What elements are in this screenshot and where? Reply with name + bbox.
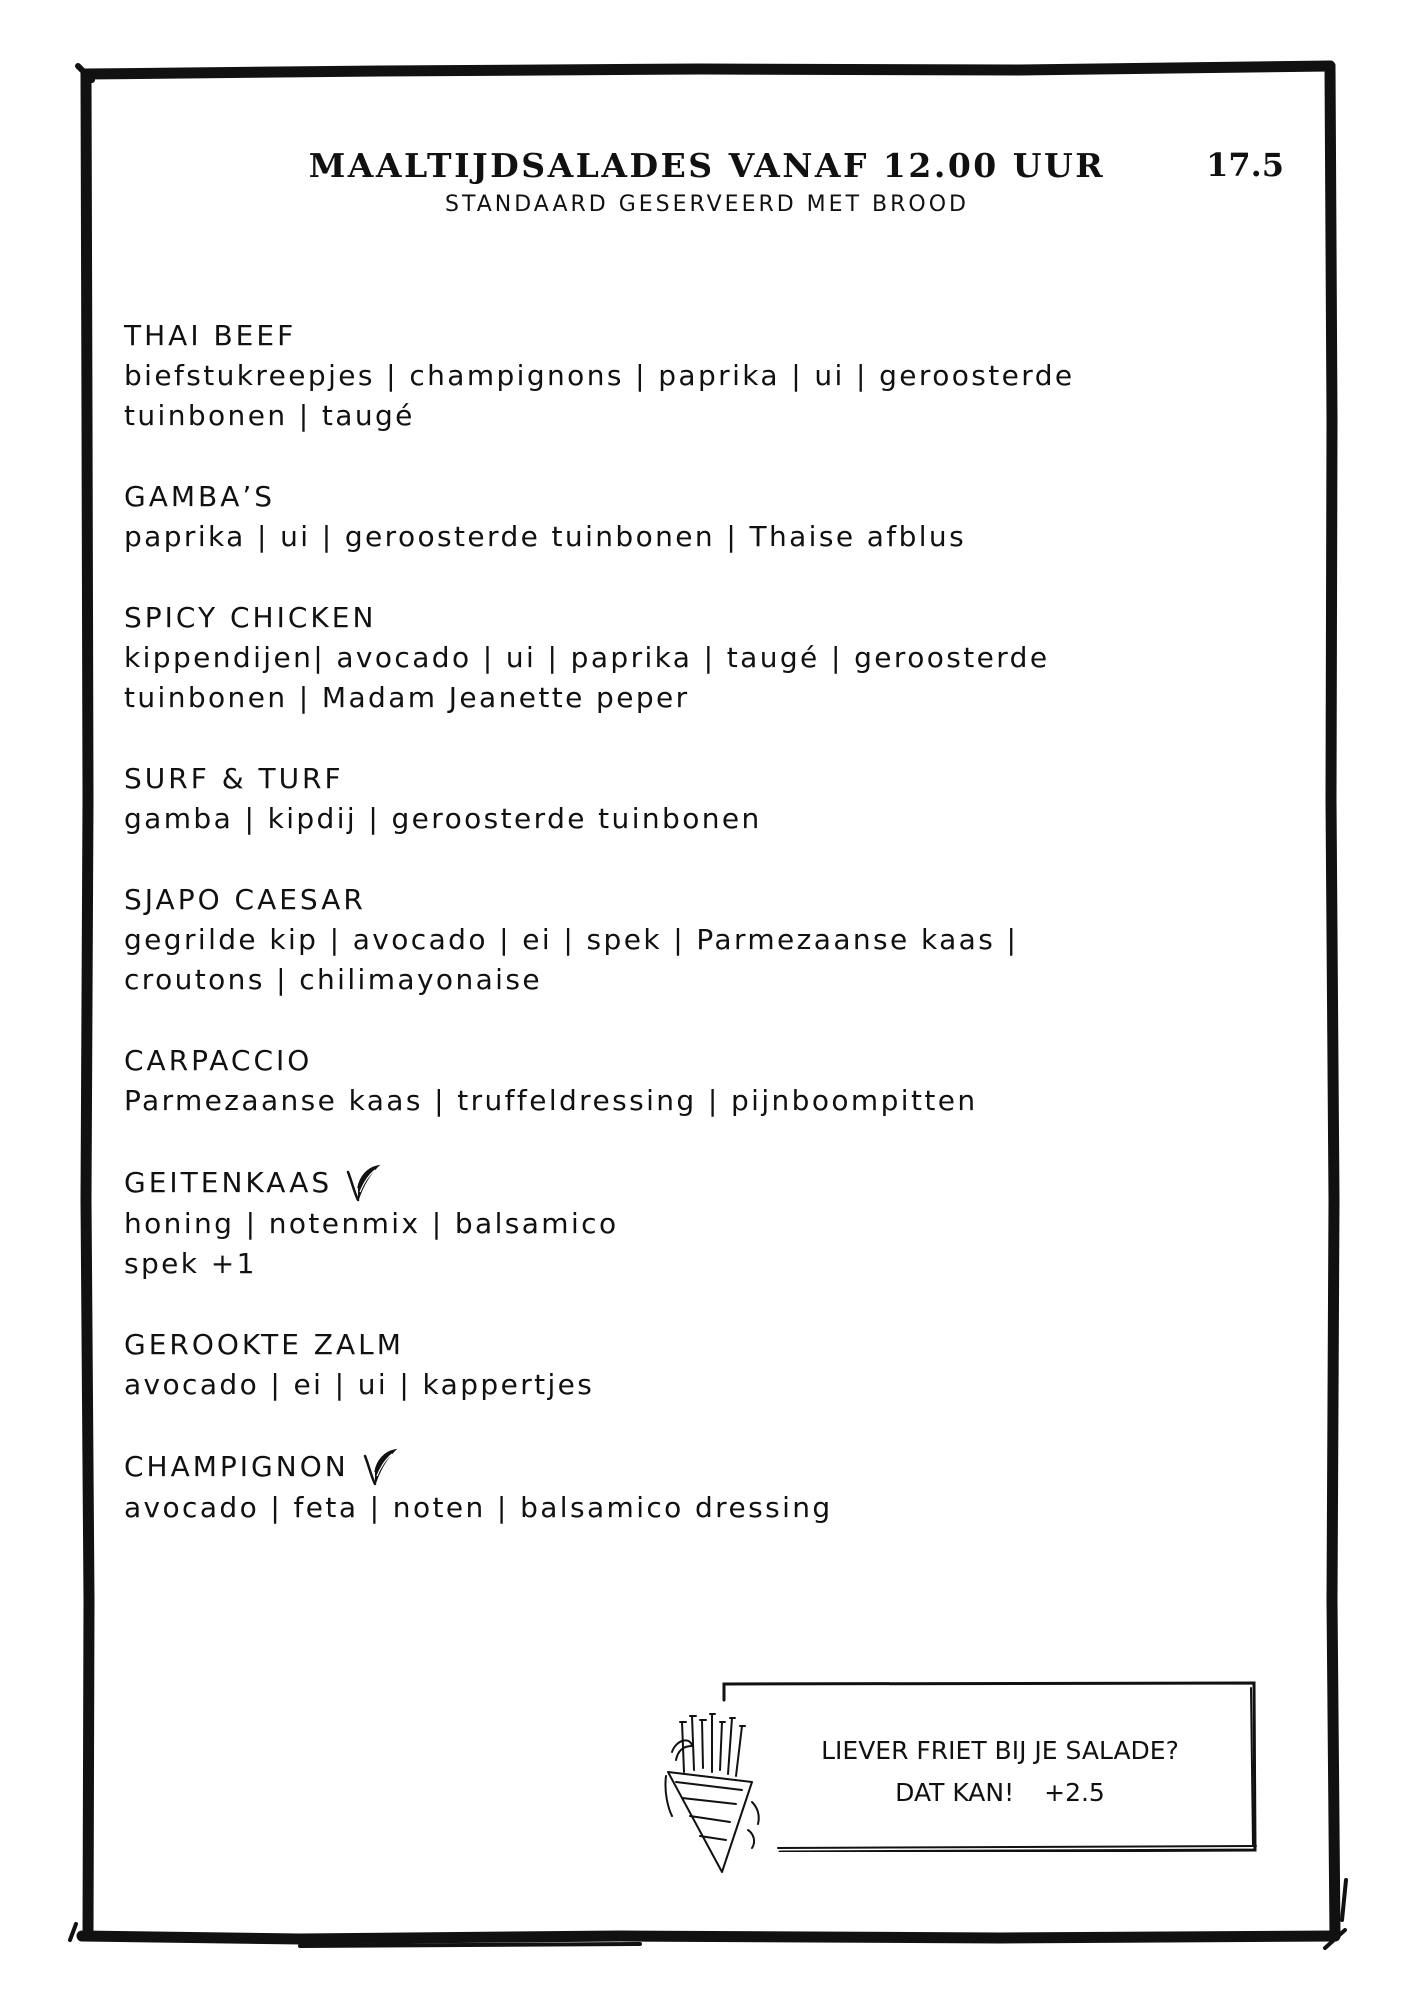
- item-name: THAI BEEF: [124, 319, 297, 352]
- menu-item-carpaccio: [124, 1041, 1224, 1121]
- item-description: [124, 799, 1144, 839]
- item-name: GEITENKAAS: [124, 1166, 333, 1199]
- item-name: GEROOKTE ZALM: [124, 1328, 404, 1361]
- fries-question: LIEVER FRIET BIJ JE SALADE?: [821, 1736, 1179, 1765]
- item-name: CHAMPIGNON: [124, 1450, 349, 1483]
- item-description: [124, 1365, 1144, 1405]
- item-description: [124, 356, 1144, 436]
- item-name-row: [124, 1162, 1224, 1204]
- menu-list: [124, 316, 1224, 1569]
- item-description: [124, 1488, 1144, 1528]
- description-line: honing | notenmix | balsamico: [124, 1207, 619, 1240]
- fries-price: +2.5: [1044, 1778, 1105, 1807]
- page-subtitle: STANDAARD GESERVEERD MET BROOD: [445, 192, 969, 217]
- page-title: MAALTIJDSALADES VANAF 12.00 UUR: [308, 146, 1106, 185]
- description-line: Parmezaanse kaas | truffeldressing | pijnboompitten: [124, 1084, 978, 1117]
- fries-cone-icon: [662, 1712, 772, 1882]
- fries-upsell-text: [780, 1730, 1220, 1814]
- item-description: [124, 920, 1144, 1000]
- description-line: avocado | feta | noten | balsamico dressing: [124, 1491, 833, 1524]
- item-name-row: [124, 1446, 1224, 1488]
- description-line: biefstukreepjes | champignons | paprika | ui | geroosterde: [124, 359, 1075, 392]
- fries-upsell-box: [720, 1680, 1258, 1852]
- description-line: gegrilde kip | avocado | ei | spek | Parmezaanse kaas |: [124, 923, 1019, 956]
- menu-item-surf-turf: [124, 759, 1224, 839]
- item-description: [124, 517, 1144, 557]
- menu-item-sjapo-caesar: [124, 880, 1224, 1000]
- description-line: tuinbonen | taugé: [124, 399, 415, 432]
- leaf-icon: [359, 1446, 399, 1488]
- description-line: croutons | chilimayonaise: [124, 963, 542, 996]
- description-line: spek +1: [124, 1247, 257, 1280]
- description-line: paprika | ui | geroosterde tuinbonen | Thaise afblus: [124, 520, 967, 553]
- item-description: [124, 1081, 1144, 1121]
- menu-item-champignon: [124, 1446, 1224, 1528]
- price-label: 17.5: [1206, 146, 1284, 184]
- menu-item-gerookte-zalm: [124, 1325, 1224, 1405]
- item-name: SJAPO CAESAR: [124, 883, 366, 916]
- menu-item-spicy-chicken: [124, 598, 1224, 718]
- item-name: SURF & TURF: [124, 762, 344, 795]
- description-line: avocado | ei | ui | kappertjes: [124, 1368, 595, 1401]
- item-name: CARPACCIO: [124, 1044, 313, 1077]
- description-line: kippendijen| avocado | ui | paprika | taugé | geroosterde: [124, 641, 1050, 674]
- menu-item-geitenkaas: [124, 1162, 1224, 1284]
- item-name: GAMBA’S: [124, 480, 276, 513]
- leaf-icon: [342, 1162, 382, 1204]
- item-description: [124, 1204, 1144, 1284]
- menu-item-thai-beef: [124, 316, 1224, 436]
- fries-answer: DAT KAN!: [895, 1778, 1015, 1807]
- description-line: tuinbonen | Madam Jeanette peper: [124, 681, 690, 714]
- item-description: [124, 638, 1144, 718]
- fries-answer-line: [780, 1772, 1220, 1814]
- description-line: gamba | kipdij | geroosterde tuinbonen: [124, 802, 762, 835]
- item-name: SPICY CHICKEN: [124, 601, 377, 634]
- menu-item-gambas: [124, 477, 1224, 557]
